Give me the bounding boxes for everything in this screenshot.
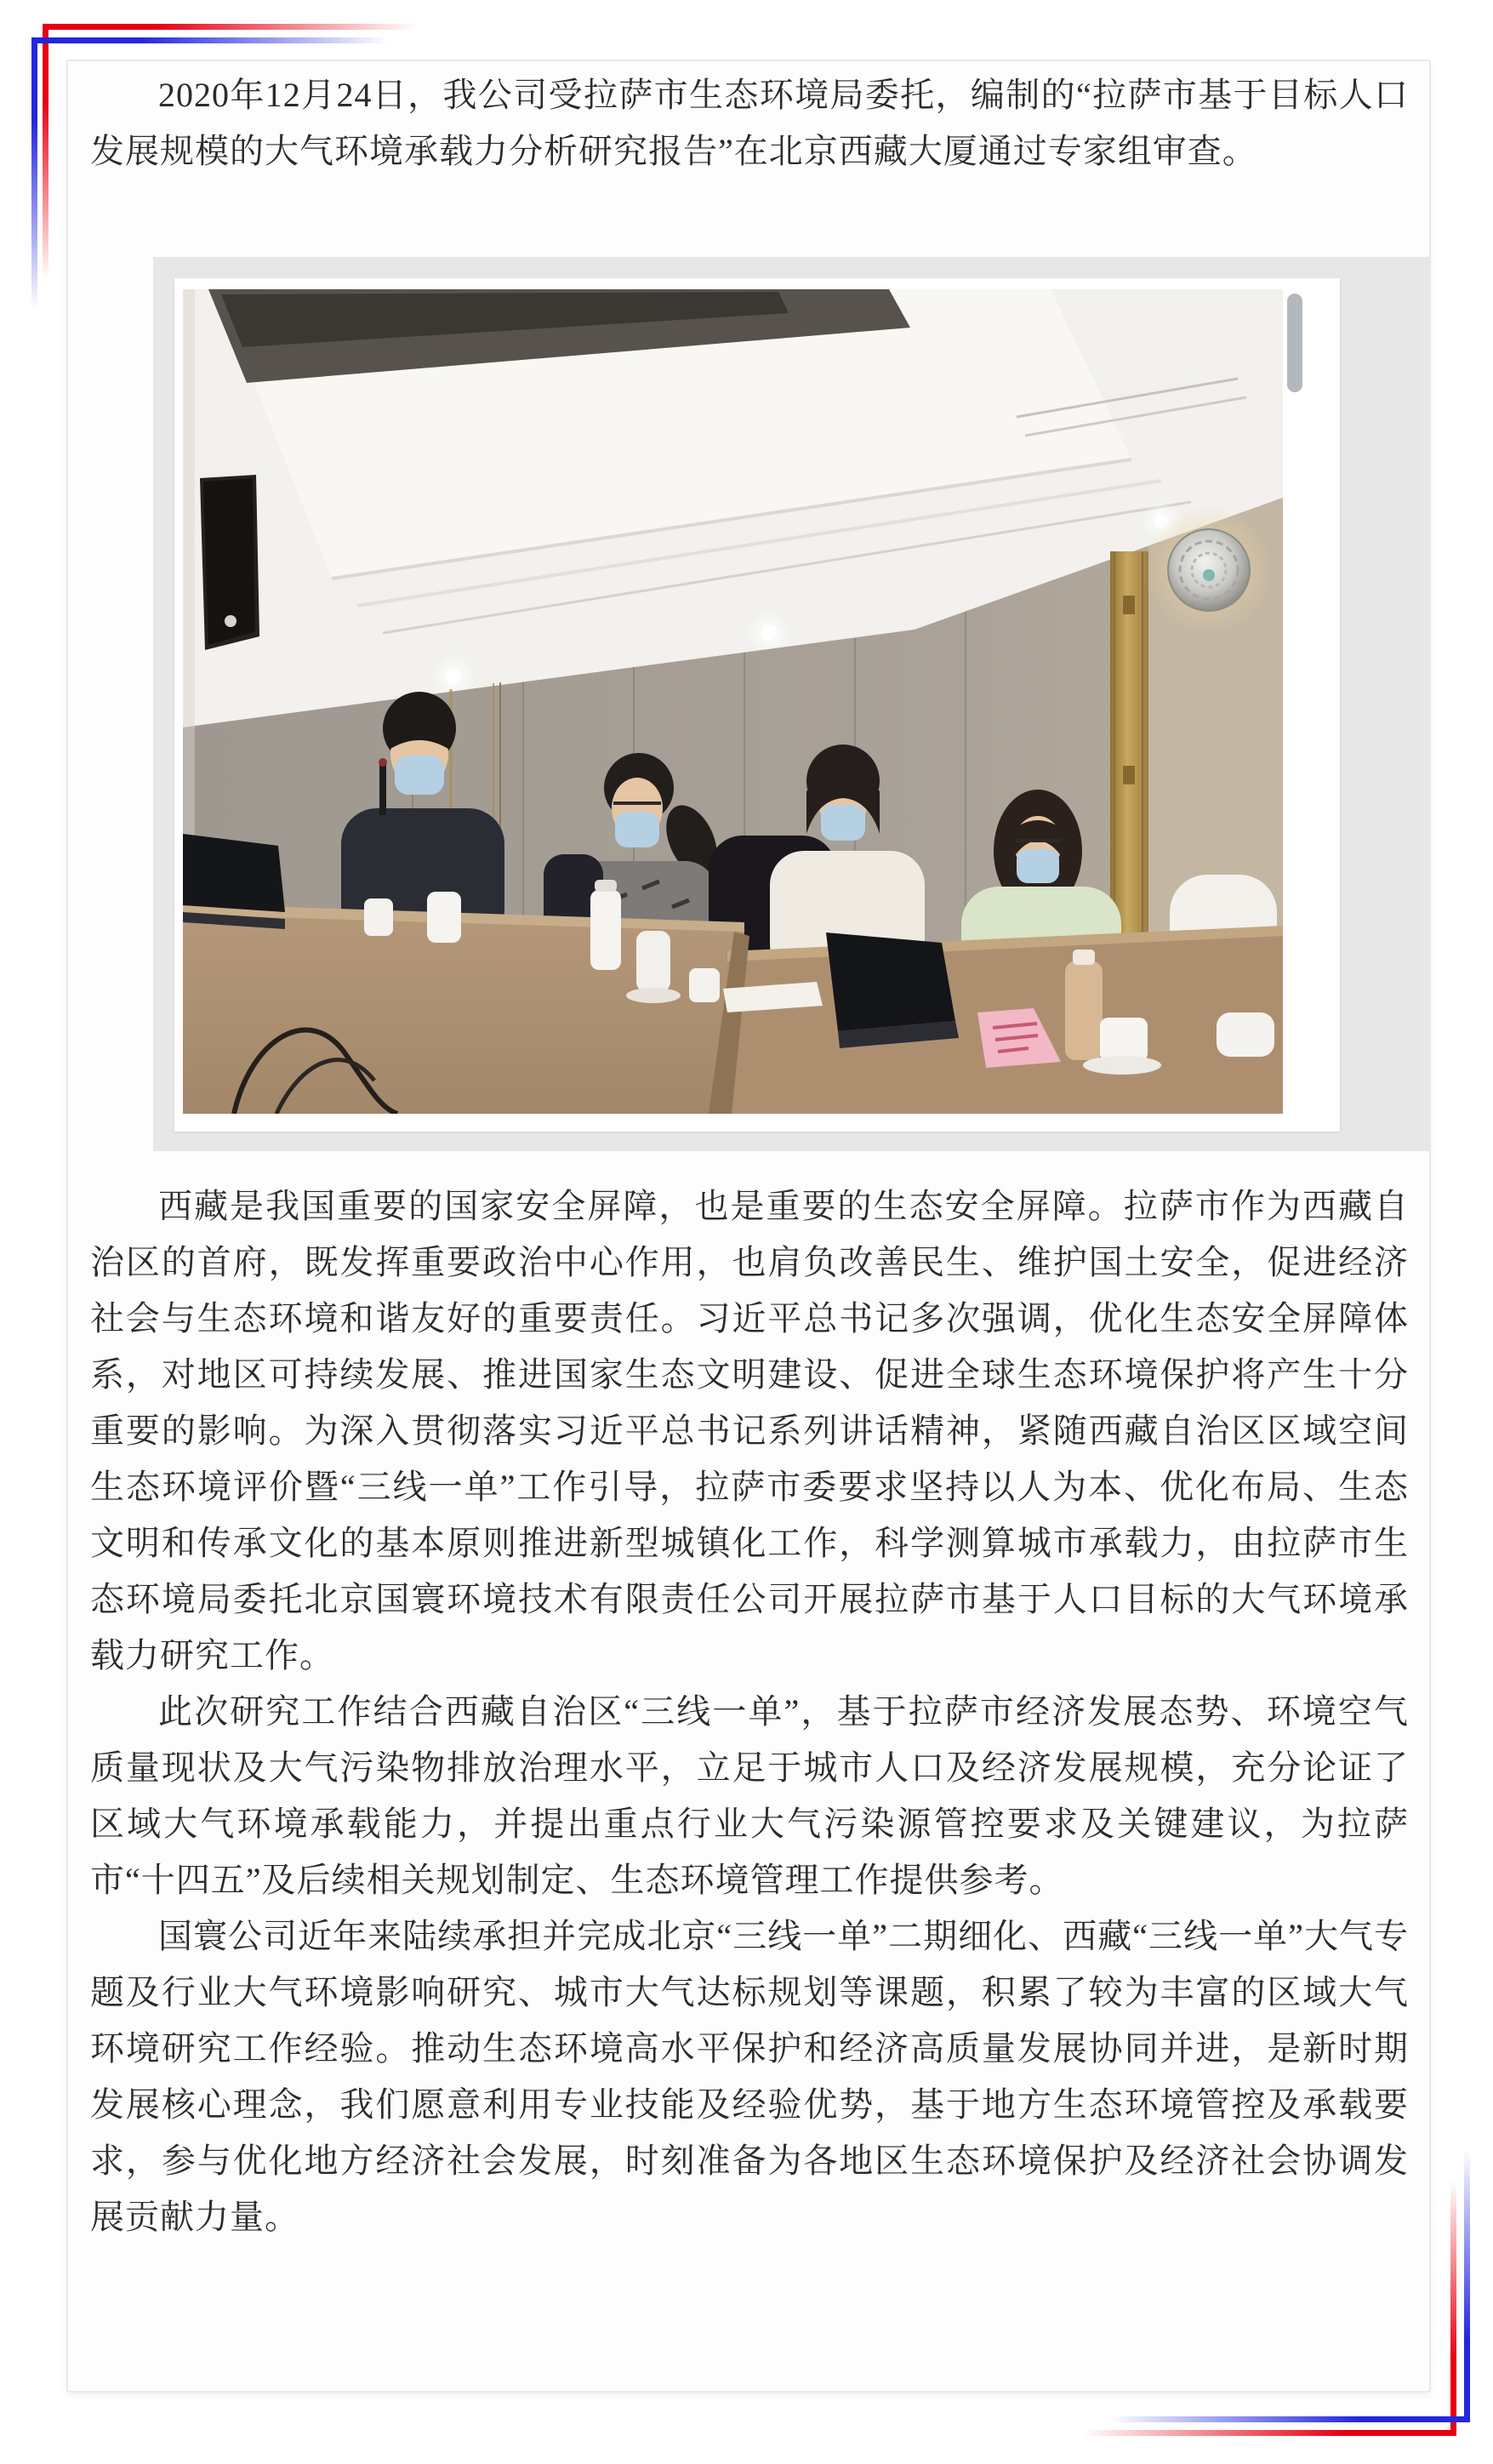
laptop-2: [826, 933, 955, 1031]
photo-viewer[interactable]: [153, 257, 1429, 1151]
corner-ornament-top-left-blue-vertical: [31, 37, 37, 310]
body-paragraphs: [90, 1178, 1409, 2245]
paragraph: 国寰公司近年来陆续承担并完成北京“三线一单”二期细化、西藏“三线一单”大气专题及行业大气环境影响研究、城市大气达标规划等课题，积累了较为丰富的区域大气环境研究工作经验。推动生态环境高水平保护和经济高质量发展协同并进，是新时期发展核心理念，我们愿意利用专业技能及经验优势，基于地方生态环境管控及承载要求，参与优化地方经济社会发展，时刻准备为各地区生态环境保护及经济社会协调发展贡献力量。: [90, 1917, 1409, 2236]
tall-thermos: [1065, 961, 1103, 1060]
thermos-1: [427, 892, 461, 943]
wall-speaker: [200, 475, 259, 650]
paragraph: 西藏是我国重要的国家安全屏障，也是重要的生态安全屏障。拉萨市作为西藏自治区的首府，既发挥重要政治中心作用，也肩负改善民生、维护国土安全，促进经济社会与生态环境和谐友好的重要责任。习近平总书记多次强调，优化生态安全屏障体系，对地区可持续发展、推进国家生态文明建设、促进全球生态环境保护将产生十分重要的影响。为深入贯彻落实习近平总书记系列讲话精神，紧随西藏自治区区域空间生态环境评价暨“三线一单”工作引导，拉萨市委要求坚持以人为本、优化布局、生态文明和传承文化的基本原则推进新型城镇化工作，科学测算城市承载力，由拉萨市生态环境局委托北京国寰环境技术有限责任公司开展拉萨市基于人口目标的大气环境承载力研究工作。: [90, 1187, 1409, 1674]
wall-medallion: [1143, 504, 1275, 636]
corner-ornament-bottom-right-red-vertical: [1450, 2181, 1456, 2436]
mug: [1100, 1018, 1148, 1062]
kettle: [1217, 1012, 1274, 1057]
photo-frame: [174, 278, 1340, 1132]
white-cup-1: [364, 898, 393, 936]
corner-ornament-top-left-red-vertical: [43, 24, 48, 279]
microphone-icon: [379, 762, 386, 815]
thermos-2: [590, 890, 621, 970]
bottle: [636, 931, 670, 992]
scrollbar-thumb[interactable]: [1287, 294, 1302, 392]
article-card: [66, 60, 1431, 2393]
corner-ornament-bottom-right-blue-vertical: [1464, 2150, 1470, 2422]
corner-ornament-top-left-red-horizontal: [43, 24, 417, 30]
paragraph: 此次研究工作结合西藏自治区“三线一单”，基于拉萨市经济发展态势、环境空气质量现状及大气污染物排放治理水平，立足于城市人口及经济发展规模，充分论证了区域大气环境承载能力，并提出重点行业大气污染源管控要求及关键建议，为拉萨市“十四五”及后续相关规划制定、生态环境管理工作提供参考。: [90, 1692, 1409, 1899]
corner-ornament-bottom-right-red-horizontal: [1082, 2430, 1456, 2436]
white-cup-2: [689, 968, 720, 1002]
intro-paragraph: 2020年12月24日，我公司受拉萨市生态环境局委托，编制的“拉萨市基于目标人口发展规模的大气环境承载力分析研究报告”在北京西藏大厦通过专家组审查。: [90, 76, 1409, 170]
corner-ornament-bottom-right-blue-horizontal: [1109, 2416, 1467, 2422]
meeting-photo: [183, 289, 1283, 1114]
laptop-1: [183, 834, 285, 912]
corner-ornament-top-left-blue-horizontal: [31, 37, 389, 43]
